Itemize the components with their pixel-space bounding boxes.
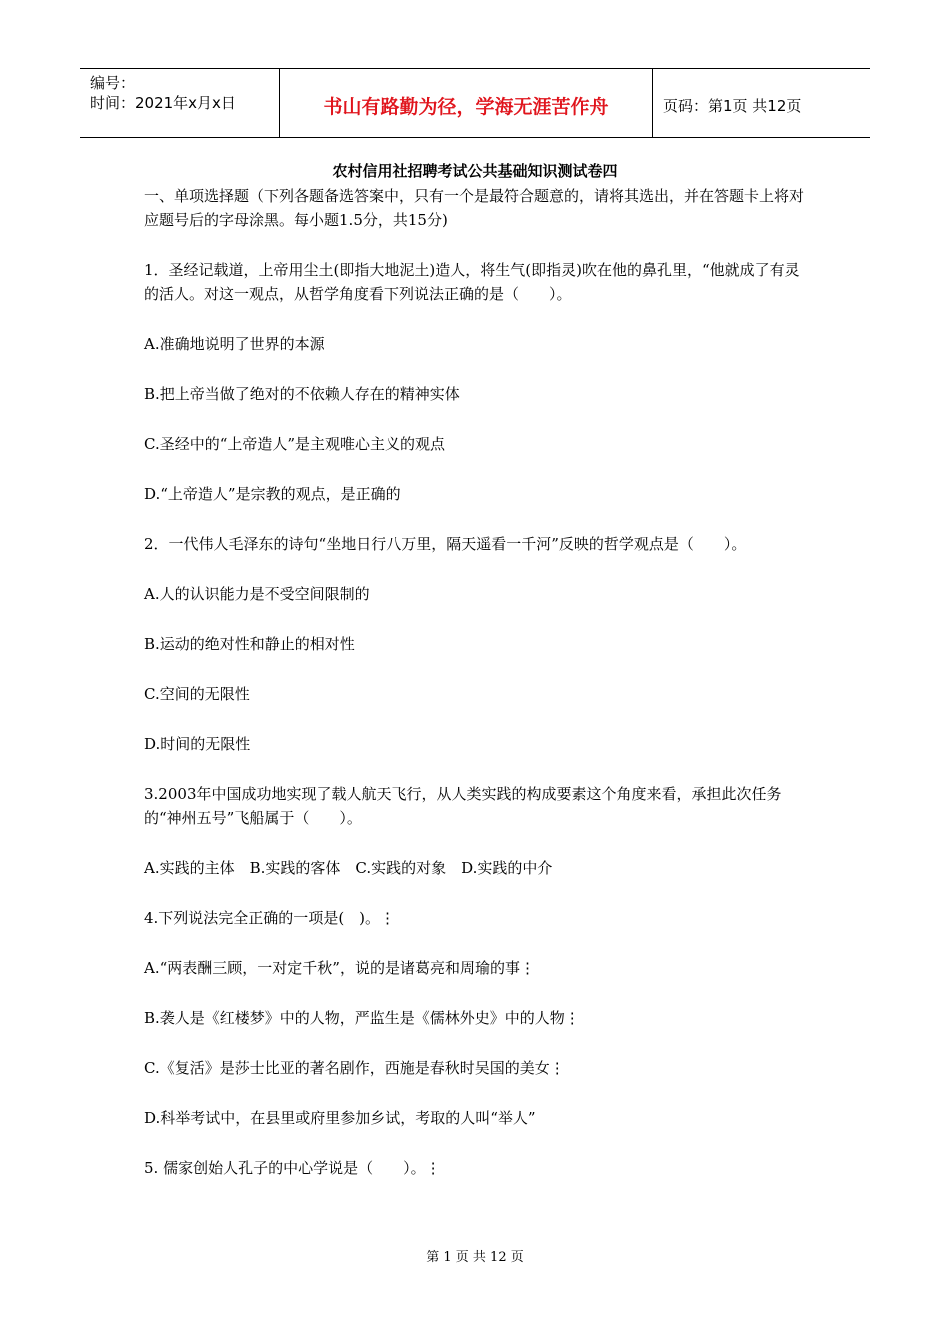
option-1b: B.把上帝当做了绝对的不依赖人存在的精神实体 [144, 385, 460, 403]
options-3: A.实践的主体 B.实践的客体 C.实践的对象 D.实践的中介 [144, 859, 553, 877]
time-label: 时间：2021年x月x日 [90, 94, 236, 112]
question-5: 5. 儒家创始人孔子的中心学说是（ ）。⋮ [144, 1159, 441, 1177]
document-title: 农村信用社招聘考试公共基础知识测试卷四 [332, 162, 618, 180]
document-header [80, 68, 870, 138]
option-4a: A.“两表酬三顾，一对定千秋”，说的是诸葛亮和周瑜的事⋮ [144, 959, 535, 977]
document-body [144, 184, 809, 1180]
option-2d: D.时间的无限性 [144, 735, 251, 753]
option-4b: B.袭人是《红楼梦》中的人物，严监生是《儒林外史》中的人物⋮ [144, 1009, 580, 1027]
header-page-info: 页码：第1页 共12页 [663, 96, 802, 115]
section-intro: 一、单项选择题（下列各题备选答案中，只有一个是最符合题意的，请将其选出，并在答题卡上将对应题号后的字母涂黑。每小题1.5分，共15分) [144, 187, 805, 229]
question-1: 1．圣经记载道，上帝用尘土(即指大地泥土)造人，将生气(即指灵)吹在他的鼻孔里，“他就成了有灵的活人。对这一观点，从哲学角度看下列说法正确的是（ ）。 [144, 261, 800, 303]
option-1d: D.“上帝造人”是宗教的观点，是正确的 [144, 485, 401, 503]
option-4c: C.《复活》是莎士比亚的著名剧作，西施是春秋时吴国的美女⋮ [144, 1059, 565, 1077]
header-motto: 书山有路勤为径，学海无涯苦作舟 [280, 69, 653, 137]
question-4: 4.下列说法完全正确的一项是( )。⋮ [144, 909, 396, 927]
option-2a: A.人的认识能力是不受空间限制的 [144, 585, 370, 603]
header-meta [80, 69, 280, 137]
page-footer: 第 1 页 共 12 页 [426, 1250, 524, 1265]
option-4d: D.科举考试中，在县里或府里参加乡试，考取的人叫“举人” [144, 1109, 536, 1127]
number-label: 编号： [90, 74, 136, 92]
question-3: 3.2003年中国成功地实现了载人航天飞行，从人类实践的构成要素这个角度来看，承担此次任务的“神州五号”飞船属于（ ）。 [144, 785, 782, 827]
option-1a: A.准确地说明了世界的本源 [144, 335, 325, 353]
option-1c: C.圣经中的“上帝造人”是主观唯心主义的观点 [144, 435, 446, 453]
option-2c: C.空间的无限性 [144, 685, 250, 703]
question-2: 2．一代伟人毛泽东的诗句“坐地日行八万里，隔天遥看一千河”反映的哲学观点是（ ）。 [144, 535, 747, 553]
option-2b: B.运动的绝对性和静止的相对性 [144, 635, 355, 653]
